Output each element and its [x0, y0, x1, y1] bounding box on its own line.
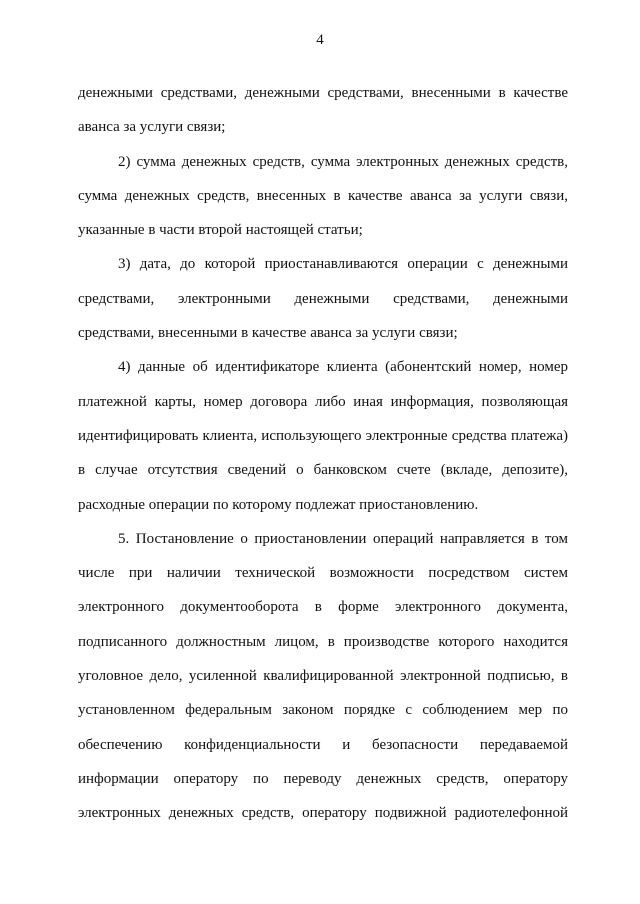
- document-body: [78, 76, 568, 831]
- paragraph-section-5: 5. Постановление о приостановлении операций направляется в том числе при наличии технической возможности посредством систем электронного документооборота в форме электронного документа, подписанного должностным лицом, в производстве которого находится уголовное дело, усиленной квалифицированной электронной подписью, в установленном федеральным законом порядке с соблюдением мер по обеспечению конфиденциальности и безопасности передаваемой информации оператору по переводу денежных средств, оператору электронных денежных средств, оператору подвижной радиотелефонной: [78, 530, 568, 822]
- paragraph-item-4: 4) данные об идентификаторе клиента (абонентский номер, номер платежной карты, номер договора либо иная информация, позволяющая идентифицировать клиента, использующего электронные средства платежа) в случае отсутствия сведений о банковском счете (вкладе, депозите), расходные операции по которому подлежат приостановлению.: [78, 359, 568, 513]
- paragraph-item-2: 2) сумма денежных средств, сумма электронных денежных средств, сумма денежных средств, внесенных в качестве аванса за услуги связи, указанные в части второй настоящей статьи;: [78, 153, 568, 239]
- page-number: 4: [316, 32, 324, 48]
- paragraph-item-3: 3) дата, до которой приостанавливаются операции с денежными средствами, электронными денежными средствами, денежными средствами, внесенными в качестве аванса за услуги связи;: [78, 256, 568, 342]
- paragraph-continuation: денежными средствами, денежными средствами, внесенными в качестве аванса за услуги связи;: [78, 85, 568, 136]
